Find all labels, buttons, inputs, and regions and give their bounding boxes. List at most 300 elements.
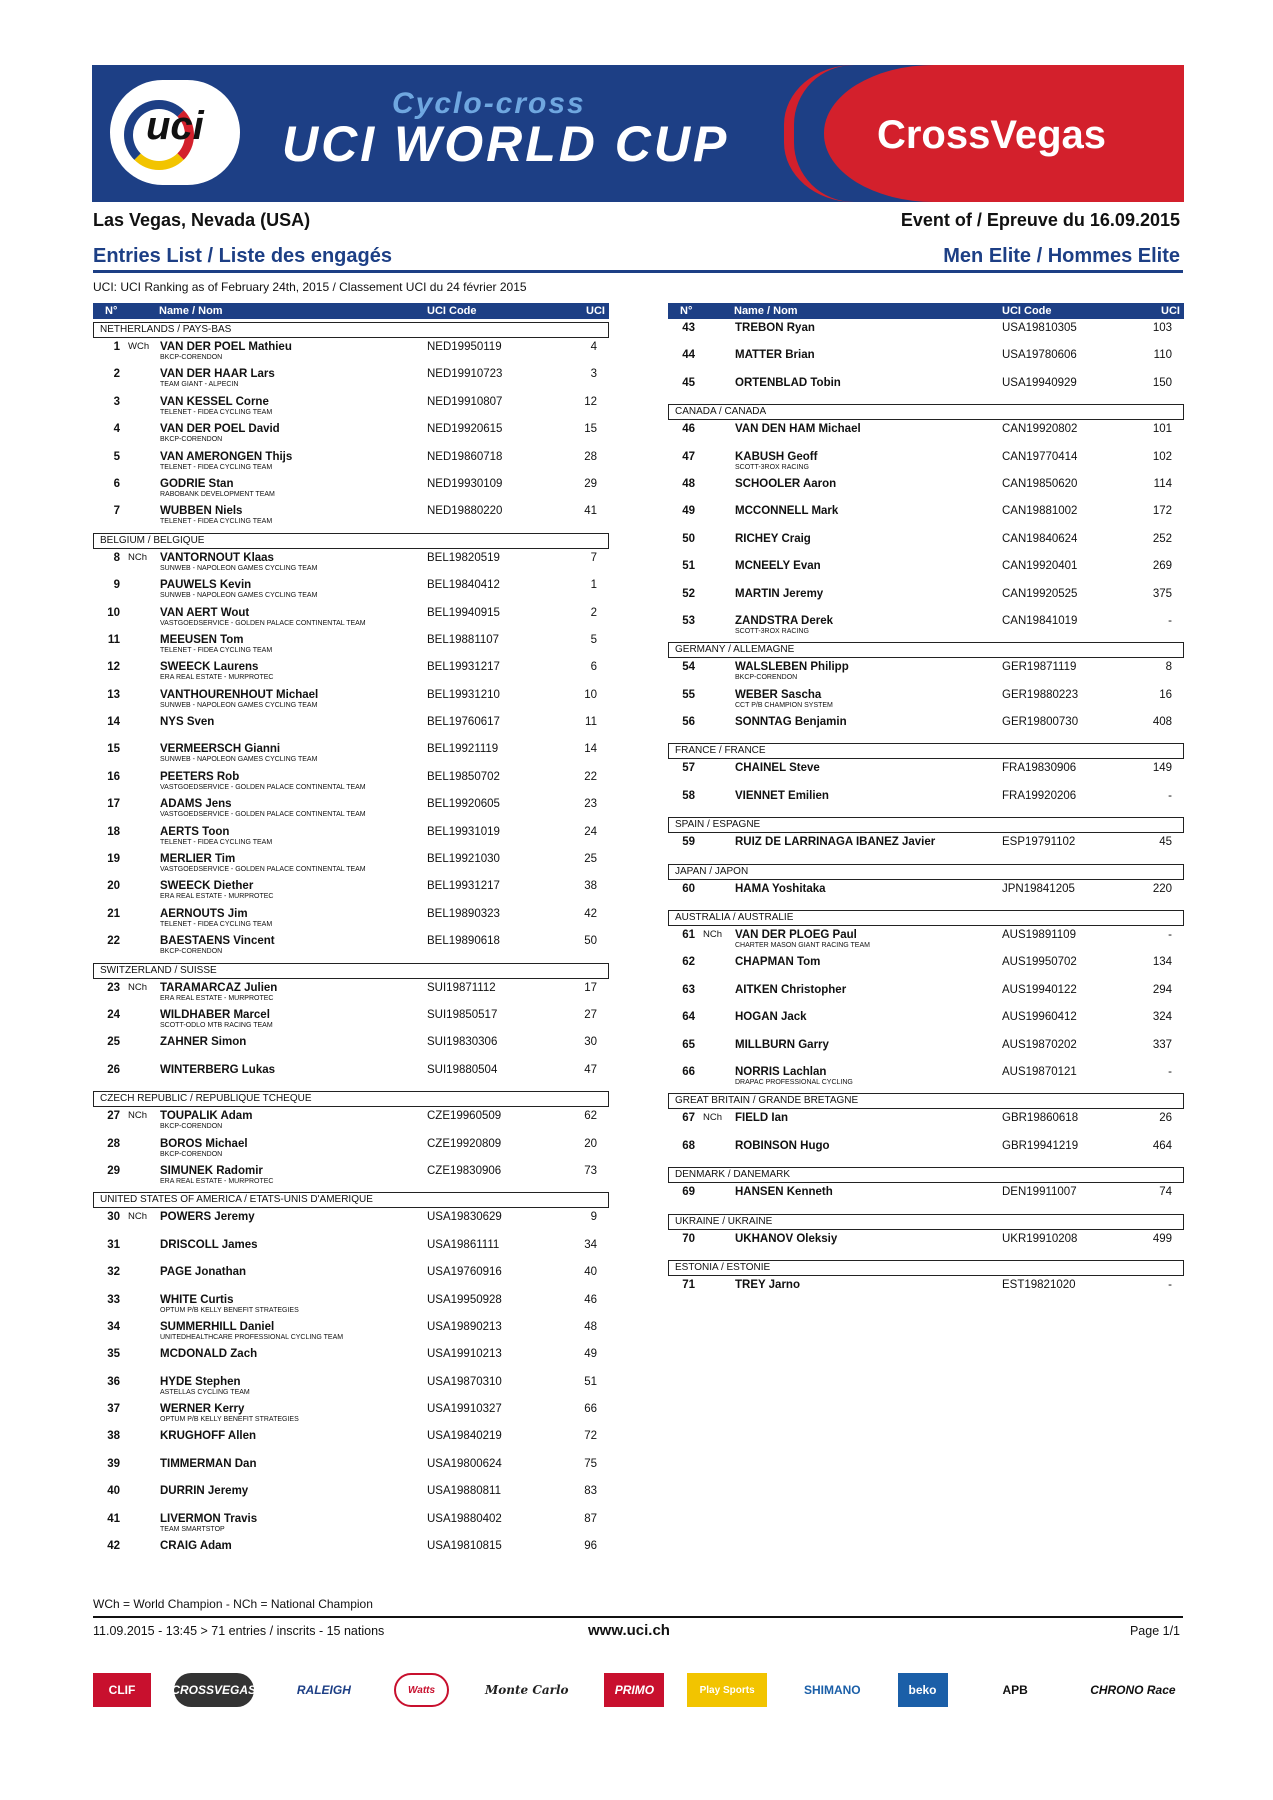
rider-title: NCh <box>128 1211 148 1223</box>
rider-number: 15 <box>107 743 120 756</box>
rider-number: 18 <box>107 825 120 838</box>
rider-row <box>668 787 1184 814</box>
rider-number: 21 <box>107 907 120 920</box>
rider-uci-code: BEL19940915 <box>427 606 500 619</box>
rider-title: WCh <box>128 341 150 352</box>
rider-uci-rank: 134 <box>1152 956 1172 969</box>
rider-row <box>93 576 609 603</box>
watts-logo: Watts <box>394 1673 449 1707</box>
rider-team: CHARTER MASON GIANT RACING TEAM <box>735 942 870 950</box>
rider-number: 58 <box>682 789 695 802</box>
rider-number: 17 <box>107 798 120 811</box>
rider-number: 10 <box>107 606 120 619</box>
rider-row <box>93 1061 609 1088</box>
rider-number: 37 <box>107 1403 120 1416</box>
rider-row <box>668 713 1184 740</box>
rider-team: OPTUM P/B KELLY BENEFIT STRATEGIES <box>160 1306 299 1314</box>
rider-uci-rank: - <box>1168 929 1172 942</box>
rider-number: 70 <box>682 1232 695 1245</box>
rider-number: 64 <box>682 1011 695 1024</box>
rider-name: MATTER Brian <box>735 349 815 362</box>
rider-team: ERA REAL ESTATE - MURPROTEC <box>160 1177 274 1185</box>
rider-number: 40 <box>107 1485 120 1498</box>
rider-row <box>93 338 609 365</box>
rider-row <box>668 1036 1184 1063</box>
rider-row <box>93 1135 609 1162</box>
rider-uci-rank: 45 <box>1159 836 1172 849</box>
rider-uci-rank: 4 <box>590 341 597 353</box>
rider-uci-rank: 101 <box>1152 423 1172 436</box>
rider-team: BKCP-CORENDON <box>735 674 798 682</box>
rider-number: 59 <box>682 836 695 849</box>
rider-row <box>93 877 609 904</box>
rider-uci-code: BEL19920605 <box>427 798 500 811</box>
rider-row <box>668 981 1184 1008</box>
rider-number: 61 <box>682 929 695 942</box>
rider-uci-rank: 72 <box>584 1430 597 1443</box>
raleigh-logo: RALEIGH <box>296 1683 351 1697</box>
rider-number: 42 <box>107 1540 120 1553</box>
rider-name: MARTIN Jeremy <box>735 587 824 600</box>
rider-uci-code: USA19810815 <box>427 1540 502 1553</box>
rider-name: FIELD Ian <box>735 1112 789 1125</box>
rider-uci-code: BEL19931217 <box>427 880 500 893</box>
rider-uci-rank: 17 <box>584 981 597 994</box>
rider-team: ERA REAL ESTATE - MURPROTEC <box>160 893 274 901</box>
rider-team: SUNWEB - NAPOLEON GAMES CYCLING TEAM <box>160 592 318 600</box>
rider-uci-rank: 114 <box>1153 477 1172 490</box>
rider-row <box>668 1183 1184 1210</box>
rider-uci-code: NED19910807 <box>427 395 503 408</box>
rider-uci-code: USA19910327 <box>427 1403 502 1416</box>
banner-title: UCI WORLD CUP <box>282 116 730 172</box>
rider-number: 5 <box>113 450 120 463</box>
rider-uci-code: BEL19760617 <box>427 716 500 729</box>
rider-name: VERMEERSCH Gianni <box>160 743 281 756</box>
rider-number: 56 <box>682 716 695 729</box>
rider-team: ERA REAL ESTATE - MURPROTEC <box>160 994 274 1002</box>
rider-uci-rank: 324 <box>1152 1011 1172 1024</box>
rider-uci-code: GBR19860618 <box>1002 1112 1079 1125</box>
rider-row <box>93 448 609 475</box>
rider-number: 38 <box>107 1430 120 1443</box>
rider-team: TELENET - FIDEA CYCLING TEAM <box>160 463 273 471</box>
rider-uci-rank: 29 <box>584 477 597 490</box>
rider-uci-rank: 96 <box>584 1540 597 1553</box>
rider-name: KABUSH Geoff <box>735 450 818 463</box>
rider-team: VASTGOEDSERVICE - GOLDEN PALACE CONTINENTAL TEAM <box>160 811 366 819</box>
rider-number: 60 <box>682 882 695 895</box>
rider-number: 46 <box>682 423 695 436</box>
header-code: UCI Code <box>427 305 477 317</box>
rider-uci-rank: 47 <box>584 1063 597 1076</box>
nation-header: AUSTRALIA / AUSTRALIE <box>668 910 1184 926</box>
rider-name: VIENNET Emilien <box>735 789 829 802</box>
rider-number: 62 <box>682 956 695 969</box>
sponsor-bar <box>93 1668 1183 1712</box>
rider-number: 48 <box>682 477 695 490</box>
table-header <box>668 303 1184 319</box>
rider-number: 3 <box>113 395 120 408</box>
rider-row <box>668 530 1184 557</box>
rider-name: WERNER Kerry <box>160 1403 245 1416</box>
rider-number: 36 <box>107 1375 120 1388</box>
rider-team: OPTUM P/B KELLY BENEFIT STRATEGIES <box>160 1416 299 1424</box>
rider-name: TREY Jarno <box>735 1278 800 1291</box>
rider-name: UKHANOV Oleksiy <box>735 1232 838 1245</box>
rider-uci-rank: 50 <box>584 935 597 948</box>
rider-name: AERNOUTS Jim <box>160 907 248 920</box>
rider-row <box>93 1455 609 1482</box>
rider-number: 52 <box>682 587 695 600</box>
montecarlo-logo: Monte Carlo <box>484 1683 569 1697</box>
rider-uci-rank: 6 <box>590 661 597 674</box>
nation-header: SPAIN / ESPAGNE <box>668 817 1184 833</box>
rider-name: VAN DER HAAR Lars <box>160 368 275 381</box>
rider-number: 30 <box>107 1211 120 1224</box>
rider-team: TELENET - FIDEA CYCLING TEAM <box>160 838 273 846</box>
rider-row <box>93 768 609 795</box>
rider-name: MEEUSEN Tom <box>160 633 244 646</box>
rider-uci-rank: 87 <box>584 1512 597 1525</box>
rider-row <box>93 631 609 658</box>
rider-name: MCCONNELL Mark <box>735 505 839 518</box>
rider-uci-rank: 30 <box>584 1036 597 1049</box>
rider-name: SUMMERHILL Daniel <box>160 1320 275 1333</box>
rider-name: PAUWELS Kevin <box>160 579 252 592</box>
rider-uci-code: CAN19850620 <box>1002 477 1078 490</box>
rider-number: 54 <box>682 661 695 674</box>
rider-number: 7 <box>113 505 120 518</box>
rider-uci-code: NED19860718 <box>427 450 503 463</box>
event-banner <box>92 65 1184 202</box>
rider-name: AERTS Toon <box>160 825 230 838</box>
rider-number: 55 <box>682 688 695 701</box>
rider-uci-rank: 9 <box>590 1211 597 1224</box>
nation-header: NETHERLANDS / PAYS-BAS <box>93 322 609 338</box>
rider-uci-rank: 83 <box>584 1485 597 1498</box>
rider-uci-code: CAN19920401 <box>1002 560 1078 573</box>
rider-uci-code: NED19920615 <box>427 423 503 436</box>
entries-column-right <box>668 303 1184 1303</box>
rider-row <box>93 713 609 740</box>
rider-uci-code: CAN19920802 <box>1002 423 1078 436</box>
rider-uci-rank: 46 <box>584 1293 597 1306</box>
banner-subtitle: Cyclo-cross <box>392 87 586 120</box>
rider-team: DRAPAC PROFESSIONAL CYCLING <box>735 1078 853 1086</box>
rider-uci-code: USA19780606 <box>1002 349 1077 362</box>
rider-name: MCDONALD Zach <box>160 1348 258 1361</box>
rider-uci-rank: 42 <box>584 907 597 920</box>
rider-uci-code: USA19810305 <box>1002 322 1077 334</box>
rider-number: 27 <box>107 1110 120 1123</box>
list-title: Entries List / Liste des engagés <box>93 245 392 267</box>
rider-name: CRAIG Adam <box>160 1540 232 1553</box>
crossvegas-logo: CROSSVEGAS <box>174 1673 254 1707</box>
rider-name: RICHEY Craig <box>735 532 811 545</box>
rider-team: TELENET - FIDEA CYCLING TEAM <box>160 408 273 416</box>
rider-uci-rank: 27 <box>584 1008 597 1021</box>
rider-uci-code: USA19950928 <box>427 1293 502 1306</box>
rider-team: VASTGOEDSERVICE - GOLDEN PALACE CONTINENTAL TEAM <box>160 619 366 627</box>
rider-row <box>668 1063 1184 1090</box>
rider-uci-code: USA19861111 <box>427 1238 500 1251</box>
rider-uci-rank: 62 <box>584 1110 597 1123</box>
rider-number: 25 <box>107 1036 120 1049</box>
champion-legend: WCh = World Champion - NCh = National Champion <box>93 1597 373 1611</box>
rider-uci-rank: 294 <box>1152 983 1172 996</box>
rider-team: TELENET - FIDEA CYCLING TEAM <box>160 646 273 654</box>
rider-uci-rank: 2 <box>590 606 597 619</box>
rider-row <box>668 833 1184 860</box>
rider-row <box>668 374 1184 401</box>
rider-row <box>93 502 609 529</box>
rider-uci-rank: 102 <box>1152 450 1172 463</box>
rider-number: 44 <box>682 349 695 362</box>
rider-team: SUNWEB - NAPOLEON GAMES CYCLING TEAM <box>160 564 318 572</box>
rider-uci-code: SUI19830306 <box>427 1036 498 1049</box>
rider-row <box>668 1109 1184 1136</box>
rider-name: SWEECK Diether <box>160 880 254 893</box>
rider-name: WILDHABER Marcel <box>160 1008 270 1021</box>
rider-row <box>668 1008 1184 1035</box>
rider-row <box>93 1107 609 1134</box>
rider-uci-rank: 41 <box>584 505 597 518</box>
rider-row <box>93 686 609 713</box>
rider-name: VANTHOURENHOUT Michael <box>160 688 319 701</box>
rider-row <box>93 1033 609 1060</box>
rider-uci-rank: 12 <box>584 395 597 408</box>
rider-uci-code: BEL19881107 <box>427 633 500 646</box>
rider-uci-rank: - <box>1168 1278 1172 1291</box>
entries-list-right <box>668 319 1184 1303</box>
uci-url-link[interactable]: www.uci.ch <box>588 1622 670 1639</box>
rider-name: HANSEN Kenneth <box>735 1186 833 1199</box>
header-divider <box>93 270 1183 273</box>
rider-uci-code: NED19910723 <box>427 368 503 381</box>
rider-name: RUIZ DE LARRINAGA IBANEZ Javier <box>735 836 936 849</box>
rider-name: ADAMS Jens <box>160 798 232 811</box>
rider-number: 26 <box>107 1063 120 1076</box>
rider-number: 45 <box>682 376 695 389</box>
rider-uci-rank: 40 <box>584 1266 597 1279</box>
rider-uci-code: GER19880223 <box>1002 688 1079 701</box>
shimano-logo: SHIMANO <box>803 1683 861 1697</box>
rider-team: SUNWEB - NAPOLEON GAMES CYCLING TEAM <box>160 756 318 764</box>
rider-number: 51 <box>682 560 695 573</box>
rider-row <box>93 1236 609 1263</box>
rider-number: 34 <box>107 1320 120 1333</box>
rider-team: ASTELLAS CYCLING TEAM <box>160 1388 250 1396</box>
rider-number: 12 <box>107 661 120 674</box>
rider-row <box>668 346 1184 373</box>
rider-uci-code: NED19880220 <box>427 505 503 518</box>
entries-summary: 11.09.2015 - 13:45 > 71 entries / inscrits - 15 nations <box>93 1624 385 1638</box>
rider-title: NCh <box>128 551 148 563</box>
rider-row <box>668 557 1184 584</box>
rider-uci-rank: 24 <box>584 825 597 838</box>
rider-name: DRISCOLL James <box>160 1238 258 1251</box>
rider-number: 20 <box>107 880 120 893</box>
rider-row <box>93 795 609 822</box>
rider-uci-code: FRA19920206 <box>1002 789 1077 802</box>
rider-name: CHAPMAN Tom <box>735 956 821 969</box>
header-name: Name / Nom <box>734 305 798 317</box>
category-title: Men Elite / Hommes Elite <box>943 245 1180 267</box>
rider-name: VAN DER POEL Mathieu <box>160 341 292 353</box>
rider-uci-rank: 75 <box>584 1457 597 1470</box>
rider-name: NORRIS Lachlan <box>735 1065 827 1078</box>
rider-name: NYS Sven <box>160 716 215 729</box>
rider-uci-rank: 15 <box>584 423 597 436</box>
rider-uci-rank: 34 <box>584 1238 597 1251</box>
rider-row <box>668 1230 1184 1257</box>
rider-uci-code: CAN19840624 <box>1002 532 1078 545</box>
rider-uci-rank: 172 <box>1152 505 1172 518</box>
rider-uci-code: USA19880402 <box>427 1512 502 1525</box>
chronorace-logo: CHRONO Race <box>1090 1683 1176 1697</box>
rider-uci-rank: 408 <box>1152 716 1172 729</box>
rider-uci-rank: 25 <box>584 853 597 866</box>
nation-header: CANADA / CANADA <box>668 404 1184 420</box>
rider-uci-code: BEL19840412 <box>427 579 500 592</box>
rider-team: TEAM SMARTSTOP <box>160 1525 225 1533</box>
rider-row <box>93 1427 609 1454</box>
rider-uci-rank: 3 <box>590 368 597 381</box>
rider-number: 66 <box>682 1065 695 1078</box>
rider-uci-rank: 20 <box>584 1137 597 1150</box>
rider-row <box>668 448 1184 475</box>
rider-uci-code: CAN19920525 <box>1002 587 1078 600</box>
rider-uci-rank: 49 <box>584 1348 597 1361</box>
rider-number: 29 <box>107 1164 120 1177</box>
rider-uci-rank: 5 <box>590 633 597 646</box>
rider-number: 13 <box>107 688 120 701</box>
nation-header: GERMANY / ALLEMAGNE <box>668 642 1184 658</box>
rider-uci-rank: 499 <box>1152 1232 1172 1245</box>
rider-uci-code: EST19821020 <box>1002 1278 1076 1291</box>
rider-uci-rank: 11 <box>585 716 597 729</box>
rider-title: NCh <box>703 1112 723 1124</box>
rider-uci-rank: 23 <box>584 798 597 811</box>
rider-uci-code: CAN19841019 <box>1002 614 1078 627</box>
rider-uci-code: SUI19850517 <box>427 1008 498 1021</box>
rider-name: AITKEN Christopher <box>735 983 847 996</box>
rider-row <box>93 1510 609 1537</box>
rider-row <box>668 926 1184 953</box>
header-name: Name / Nom <box>159 305 223 317</box>
rider-uci-code: BEL19931210 <box>427 688 500 701</box>
rider-row <box>93 1537 609 1564</box>
rider-row <box>668 1137 1184 1164</box>
rider-uci-rank: 48 <box>584 1320 597 1333</box>
rider-uci-rank: 464 <box>1152 1139 1172 1152</box>
page-number: Page 1/1 <box>1129 1624 1180 1638</box>
rider-name: SONNTAG Benjamin <box>735 716 847 729</box>
rider-team: SUNWEB - NAPOLEON GAMES CYCLING TEAM <box>160 701 318 709</box>
nation-header: UKRAINE / UKRAINE <box>668 1214 1184 1230</box>
rider-uci-rank: 220 <box>1152 882 1172 895</box>
rider-uci-code: AUS19940122 <box>1002 983 1077 996</box>
rider-uci-code: USA19800624 <box>427 1457 502 1470</box>
rider-uci-code: GER19871119 <box>1002 661 1077 674</box>
rider-uci-code: USA19830629 <box>427 1211 502 1224</box>
rider-row <box>93 1318 609 1345</box>
rider-row <box>668 658 1184 685</box>
rider-uci-rank: 150 <box>1152 376 1172 389</box>
rider-uci-code: BEL19921119 <box>427 743 499 756</box>
rider-uci-code: CAN19770414 <box>1002 450 1078 463</box>
rider-team: CCT P/B CHAMPION SYSTEM <box>735 701 833 709</box>
rider-row <box>93 1263 609 1290</box>
rider-uci-code: NED19950119 <box>427 341 502 353</box>
rider-uci-code: AUS19870202 <box>1002 1038 1077 1051</box>
nation-header: GREAT BRITAIN / GRANDE BRETAGNE <box>668 1093 1184 1109</box>
rider-row <box>93 1162 609 1189</box>
rider-uci-code: CZE19920809 <box>427 1137 502 1150</box>
rider-number: 23 <box>107 981 120 994</box>
rider-row <box>93 658 609 685</box>
rider-title: NCh <box>703 929 723 941</box>
uci-logo-text: uci <box>146 104 204 148</box>
nation-header: JAPAN / JAPON <box>668 864 1184 880</box>
rider-team: VASTGOEDSERVICE - GOLDEN PALACE CONTINENTAL TEAM <box>160 866 366 874</box>
rider-name: WUBBEN Niels <box>160 505 243 518</box>
rider-team: VASTGOEDSERVICE - GOLDEN PALACE CONTINENTAL TEAM <box>160 783 366 791</box>
rider-uci-rank: - <box>1168 789 1172 802</box>
rider-uci-code: ESP19791102 <box>1002 836 1076 849</box>
nation-header: DENMARK / DANEMARK <box>668 1167 1184 1183</box>
rider-row <box>668 953 1184 980</box>
rider-team: ERA REAL ESTATE - MURPROTEC <box>160 674 274 682</box>
rider-row <box>93 979 609 1006</box>
rider-name: HAMA Yoshitaka <box>735 882 826 895</box>
rider-name: GODRIE Stan <box>160 477 234 490</box>
rider-team: BKCP-CORENDON <box>160 1123 223 1131</box>
rider-number: 63 <box>682 983 695 996</box>
rider-uci-code: USA19940929 <box>1002 376 1077 389</box>
rider-uci-rank: 38 <box>584 880 597 893</box>
rider-number: 68 <box>682 1139 695 1152</box>
beko-logo: beko <box>898 1673 948 1707</box>
rider-name: VAN AERT Wout <box>160 606 250 619</box>
rider-name: VAN DEN HAM Michael <box>735 423 861 436</box>
rider-name: VAN DER POEL David <box>160 423 280 436</box>
rider-uci-rank: 110 <box>1153 349 1172 362</box>
rider-name: SWEECK Laurens <box>160 661 259 674</box>
rider-number: 39 <box>107 1457 120 1470</box>
rider-team: BKCP-CORENDON <box>160 1150 223 1158</box>
rider-row <box>668 319 1184 346</box>
rider-row <box>93 475 609 502</box>
rider-uci-code: USA19890213 <box>427 1320 502 1333</box>
rider-uci-code: CZE19960509 <box>427 1110 502 1123</box>
rider-number: 47 <box>682 450 695 463</box>
rider-name: POWERS Jeremy <box>160 1211 255 1224</box>
nation-header: FRANCE / FRANCE <box>668 743 1184 759</box>
nation-header: ESTONIA / ESTONIE <box>668 1260 1184 1276</box>
rider-number: 19 <box>107 853 120 866</box>
rider-uci-code: BEL19931217 <box>427 661 500 674</box>
event-date: Event of / Epreuve du 16.09.2015 <box>900 210 1180 230</box>
rider-number: 31 <box>107 1238 120 1251</box>
rider-uci-rank: 7 <box>590 551 597 564</box>
nation-header: CZECH REPUBLIC / REPUBLIQUE TCHEQUE <box>93 1091 609 1107</box>
rider-uci-rank: 103 <box>1152 322 1172 334</box>
playsports-logo: Play Sports <box>687 1673 767 1707</box>
rider-name: TIMMERMAN Dan <box>160 1457 257 1470</box>
entries-list-left <box>93 322 609 1564</box>
